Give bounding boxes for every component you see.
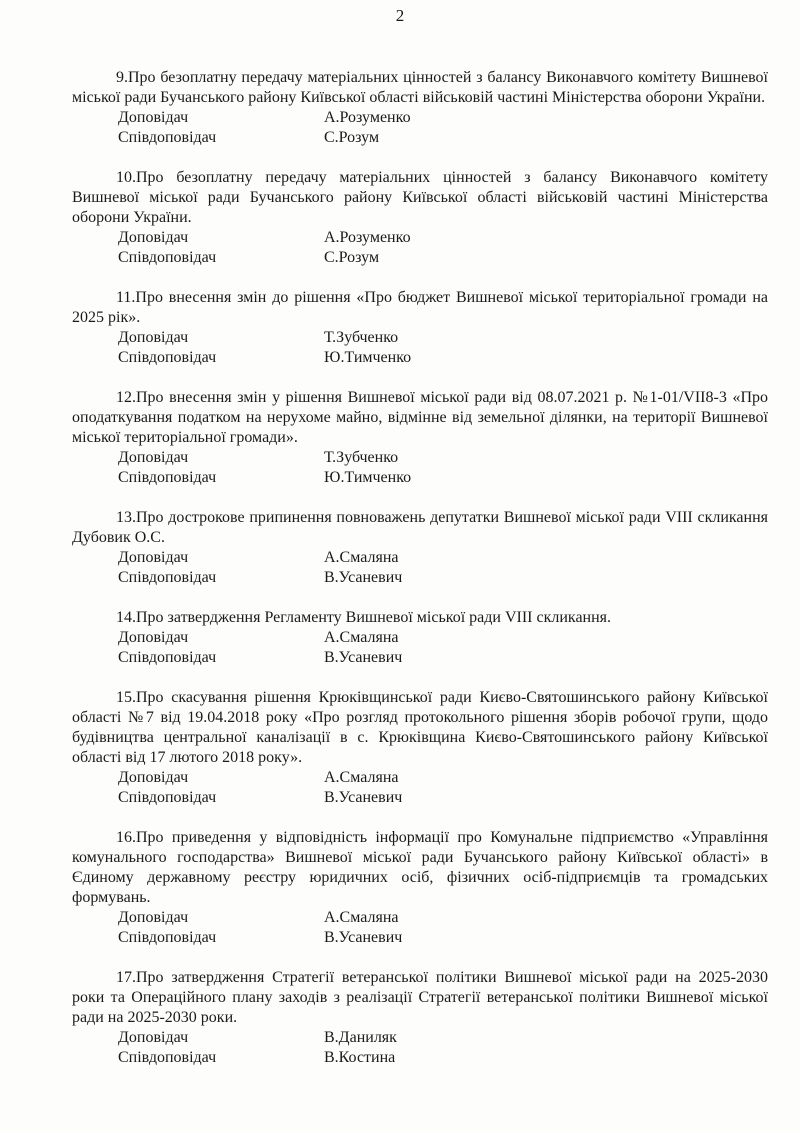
co-speaker-name: Ю.Тимченко: [324, 349, 412, 366]
co-speaker-name: В.Усаневич: [324, 569, 403, 586]
speaker-label: Доповідач: [118, 329, 189, 346]
co-speaker-name: С.Розум: [324, 249, 380, 266]
agenda-item-17: [72, 968, 768, 1068]
speaker-name: Т.Зубченко: [324, 329, 399, 346]
speaker-row: [72, 908, 768, 928]
co-speaker-label: Співдоповідач: [118, 789, 217, 806]
agenda-item-15: [72, 688, 768, 808]
agenda-item-9: [72, 68, 768, 148]
co-speaker-label: Співдоповідач: [118, 929, 217, 946]
agenda-item-10: [72, 168, 768, 268]
agenda-item-title: 12.Про внесення змін у рішення Вишневої міської ради від 08.07.2021 р. №1-01/VII8-3 «Про оподаткування податком на нерухоме майно, відмінне від земельної ділянки, на території Вишневої міської територіальної громади».: [72, 389, 768, 446]
co-speaker-row: [72, 568, 768, 588]
speaker-name: А.Розуменко: [324, 229, 411, 246]
co-speaker-name: В.Усаневич: [324, 929, 403, 946]
co-speaker-name: В.Усаневич: [324, 789, 403, 806]
speaker-name: А.Смаляна: [324, 549, 399, 566]
co-speaker-label: Співдоповідач: [118, 129, 217, 146]
speaker-row: [72, 108, 768, 128]
agenda-item-title: 10.Про безоплатну передачу матеріальних цінностей з балансу Виконавчого комітету Вишневої міської ради Бучанського району Київської області військовій частині Міністерства оборони України.: [72, 169, 768, 226]
speaker-label: Доповідач: [118, 549, 189, 566]
co-speaker-row: [72, 248, 768, 268]
speaker-row: [72, 1028, 768, 1048]
co-speaker-name: В.Усаневич: [324, 649, 403, 666]
co-speaker-row: [72, 1048, 768, 1068]
co-speaker-row: [72, 128, 768, 148]
co-speaker-row: [72, 788, 768, 808]
agenda-item-11: [72, 288, 768, 368]
speaker-label: Доповідач: [118, 909, 189, 926]
speaker-label: Доповідач: [118, 1029, 189, 1046]
speaker-row: [72, 548, 768, 568]
agenda-item-title: 9.Про безоплатну передачу матеріальних цінностей з балансу Виконавчого комітету Вишневої міської ради Бучанського району Київської області військовій частині Міністерства оборони України.: [72, 69, 768, 106]
speaker-row: [72, 328, 768, 348]
co-speaker-label: Співдоповідач: [118, 1049, 217, 1066]
speaker-row: [72, 768, 768, 788]
agenda-item-title: 15.Про скасування рішення Крюківщинської ради Києво-Святошинського району Київської області №7 від 19.04.2018 року «Про розгляд протокольного рішення зборів робочої групи, щодо будівництва центральної каналізації в с. Крюківщина Києво-Святошинського району Київської області від 17 лютого 2018 року».: [72, 689, 768, 766]
speaker-label: Доповідач: [118, 229, 189, 246]
agenda-item-16: [72, 828, 768, 948]
co-speaker-label: Співдоповідач: [118, 569, 217, 586]
agenda-item-13: [72, 508, 768, 588]
co-speaker-name: С.Розум: [324, 129, 380, 146]
co-speaker-name: В.Костина: [324, 1049, 396, 1066]
speaker-name: А.Розуменко: [324, 109, 411, 126]
agenda-item-title: 17.Про затвердження Стратегії ветеранської політики Вишневої міської ради на 2025-2030 роки та Операційного плану заходів з реалізації Стратегії ветеранської політики Вишневої міської ради на 2025-2030 роки.: [72, 969, 768, 1026]
co-speaker-row: [72, 928, 768, 948]
speaker-row: [72, 628, 768, 648]
agenda-item-14: [72, 608, 768, 668]
speaker-label: Доповідач: [118, 449, 189, 466]
speaker-name: Т.Зубченко: [324, 449, 399, 466]
speaker-name: В.Даниляк: [324, 1029, 397, 1046]
agenda-item-title: 14.Про затвердження Регламенту Вишневої міської ради VIII скликання.: [116, 609, 612, 626]
speaker-label: Доповідач: [118, 109, 189, 126]
co-speaker-label: Співдоповідач: [118, 469, 217, 486]
speaker-label: Доповідач: [118, 629, 189, 646]
co-speaker-label: Співдоповідач: [118, 349, 217, 366]
page-number: 2: [395, 6, 405, 25]
agenda-list: [72, 68, 768, 1088]
agenda-item-title: 11.Про внесення змін до рішення «Про бюджет Вишневої міської територіальної громади на 2025 рік».: [72, 289, 768, 326]
co-speaker-label: Співдоповідач: [118, 249, 217, 266]
speaker-name: А.Смаляна: [324, 629, 399, 646]
co-speaker-label: Співдоповідач: [118, 649, 217, 666]
agenda-item-title: 13.Про дострокове припинення повноважень депутатки Вишневої міської ради VIII скликання Дубовик О.С.: [72, 509, 768, 546]
speaker-label: Доповідач: [118, 769, 189, 786]
co-speaker-row: [72, 348, 768, 368]
co-speaker-name: Ю.Тимченко: [324, 469, 412, 486]
speaker-name: А.Смаляна: [324, 909, 399, 926]
speaker-row: [72, 448, 768, 468]
speaker-name: А.Смаляна: [324, 769, 399, 786]
speaker-row: [72, 228, 768, 248]
agenda-item-title: 16.Про приведення у відповідність інформації про Комунальне підприємство «Управління комунального господарства» Вишневої міської ради Бучанського району Київської області» в Єдиному державному реєстру юридичних осіб, фізичних осіб-підприємців та громадських формувань.: [72, 829, 768, 906]
co-speaker-row: [72, 648, 768, 668]
co-speaker-row: [72, 468, 768, 488]
agenda-item-12: [72, 388, 768, 488]
